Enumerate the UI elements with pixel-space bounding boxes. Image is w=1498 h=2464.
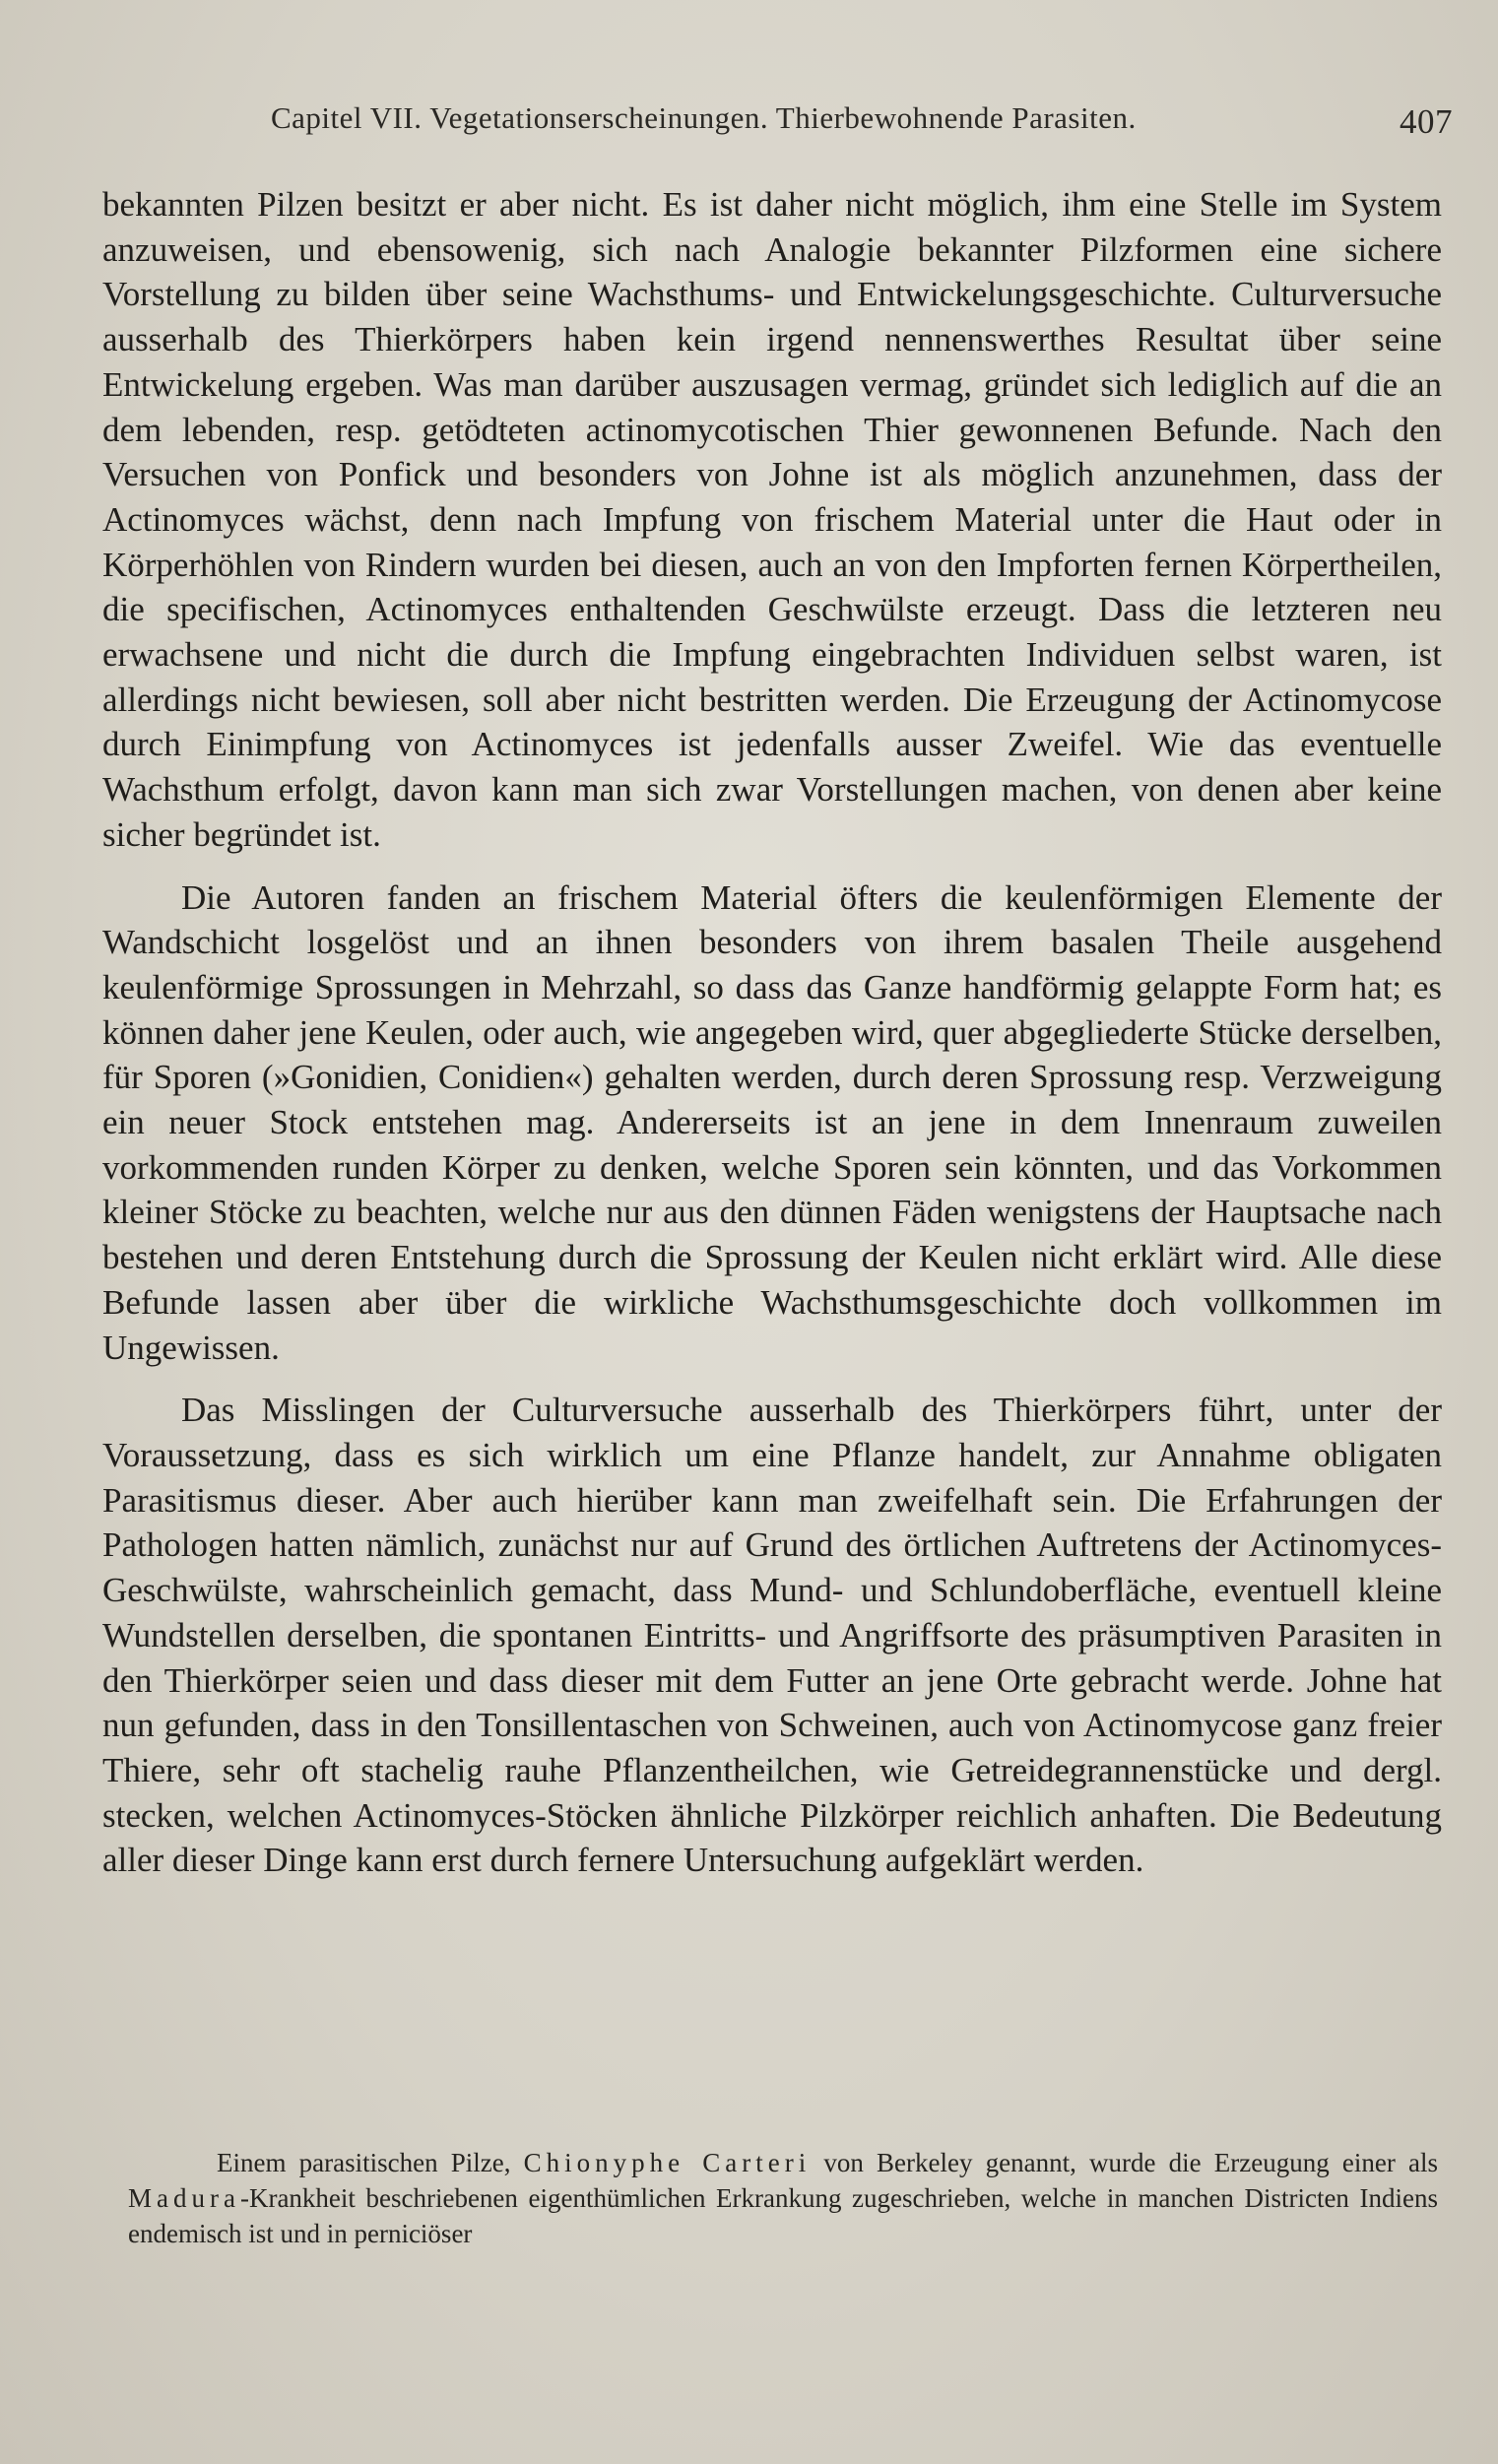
- footnote-part-3: -Krankheit beschriebenen eigenthümlichen Erkrankung zugeschrieben, welche in manchen Districten Indiens endemisch ist und in perniciöser: [128, 2183, 1438, 2248]
- paragraph-3: Das Misslingen der Culturversuche ausserhalb des Thierkörpers führt, unter der Voraussetzung, dass es sich wirklich um eine Pflanze handelt, zur Annahme obligaten Parasitismus dieser. Aber auch hierüber kann man zweifelhaft sein. Die Erfahrungen der Pathologen hatten nämlich, zunächst nur auf Grund des örtlichen Auftretens der Actinomyces-Geschwülste, wahrscheinlich gemacht, dass Mund- und Schlundoberfläche, eventuell kleine Wundstellen derselben, die spontanen Eintritts- und Angriffsorte des präsumptiven Parasiten in den Thierkörper seien und dass dieser mit dem Futter an jene Orte gebracht werde. Johne hat nun gefunden, dass in den Tonsillentaschen von Schweinen, auch von Actinomycose ganz freier Thiere, sehr oft stachelig rauhe Pflanzentheilchen, wie Getreidegrannenstücke und dergl. stecken, welchen Actinomyces-Stöcken ähnliche Pilzkörper reichlich anhaften. Die Bedeutung aller dieser Dinge kann erst durch fernere Untersuchung aufgeklärt werden.: [102, 1391, 1442, 1880]
- footnote-text: [128, 2145, 1438, 2251]
- paragraph-1: bekannten Pilzen besitzt er aber nicht. Es ist daher nicht möglich, ihm eine Stelle im System anzuweisen, und ebensowenig, sich nach Analogie bekannter Pilzformen eine sichere Vorstellung zu bilden über seine Wachsthums- und Entwickelungsgeschichte. Culturversuche ausserhalb des Thierkörpers haben kein irgend nennenswerthes Resultat über seine Entwickelung ergeben. Was man darüber auszusagen vermag, gründet sich lediglich auf die an dem lebenden, resp. getödteten actinomycotischen Thier gewonnenen Befunde. Nach den Versuchen von Ponfick und besonders von Johne ist als möglich anzunehmen, dass der Actinomyces wächst, denn nach Impfung von frischem Material unter die Haut oder in Körperhöhlen von Rindern wurden bei diesen, auch an von den Impforten fernen Körpertheilen, die specifischen, Actinomyces enthaltenden Geschwülste erzeugt. Dass die letzteren neu erwachsene und nicht die durch die Impfung eingebrachten Individuen selbst waren, ist allerdings nicht bewiesen, soll aber nicht bestritten werden. Die Erzeugung der Actinomycose durch Einimpfung von Actinomyces ist jedenfalls ausser Zweifel. Wie das eventuelle Wachsthum erfolgt, davon kann man sich zwar Vorstellungen machen, von denen aber keine sicher begründet ist.: [102, 185, 1442, 854]
- footnote-disease-name: Madura: [128, 2183, 240, 2213]
- footnote: [128, 2145, 1438, 2251]
- running-head: [271, 100, 1453, 150]
- paragraph-2: Die Autoren fanden an frischem Material öfters die keulenförmigen Elemente der Wandschicht losgelöst und an ihnen besonders von ihrem basalen Theile ausgehend keulenförmige Sprossungen in Mehrzahl, so dass das Ganze handförmig gelappte Form hat; es können daher jene Keulen, oder auch, wie angegeben wird, quer abgegliederte Stücke derselben, für Sporen (»Gonidien, Conidien«) gehalten werden, durch deren Sprossung resp. Verzweigung ein neuer Stock entstehen mag. Andererseits ist an jene in dem Innenraum zuweilen vorkommenden runden Körper zu denken, welche Sporen sein könnten, und das Vorkommen kleiner Stöcke zu beachten, welche nur aus den dünnen Fäden wenigstens der Hauptsache nach bestehen und deren Entstehung durch die Sprossung der Keulen nicht erklärt wird. Alle diese Befunde lassen aber über die wirkliche Wachsthumsgeschichte doch vollkommen im Ungewissen.: [102, 877, 1442, 1367]
- page-number: 407: [1400, 102, 1453, 141]
- footnote-part-1: Einem parasitischen Pilze,: [217, 2148, 524, 2177]
- footnote-species-name: Chionyphe Carteri: [523, 2148, 812, 2177]
- footnote-part-2: von Berkeley genannt, wurde die Erzeugung einer als: [811, 2148, 1438, 2177]
- chapter-title: Capitel VII. Vegetationserscheinungen. Thierbewohnende Parasiten.: [271, 100, 1137, 135]
- body-text: [102, 182, 1442, 1883]
